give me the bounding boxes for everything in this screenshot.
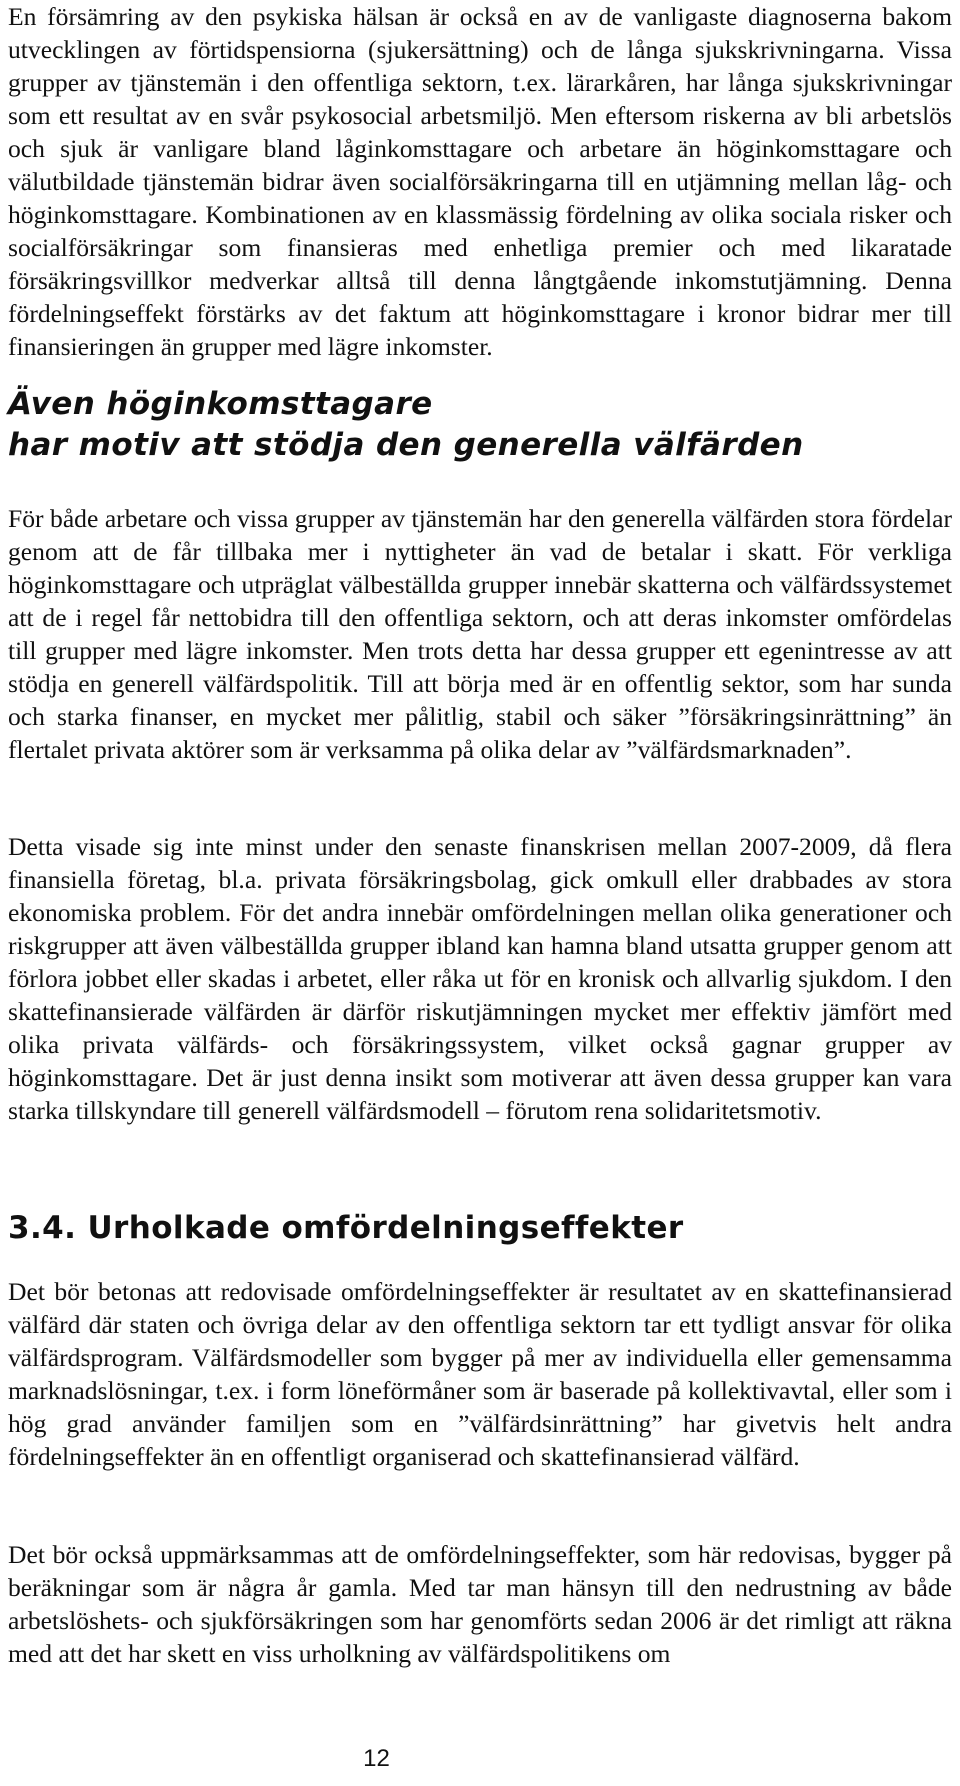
section-heading-1-line-2: har motiv att stödja den generella välfärden bbox=[8, 427, 804, 463]
page-number: 12 bbox=[363, 1745, 390, 1772]
section-heading-2: 3.4. Urholkade omfördelningseffekter bbox=[8, 1210, 684, 1246]
intro-paragraph: En försämring av den psykiska hälsan är också en av de vanligaste diagnoserna bakom utvecklingen av förtidspensiorna (sjukersättning) och de långa sjukskrivningarna. Vissa grupper av tjänstemän i den offentliga sektorn, t.ex. lärarkåren, har långa sjukskrivningar som ett resultat av en svår psykosocial arbetsmiljö. Men eftersom riskerna av bli arbetslös och sjuk är vanligare bland låginkomsttagare och arbetare än höginkomsttagare och välutbildade tjänstemän bidrar även socialförsäkringarna till en utjämning mellan låg- och höginkomsttagare. Kombinationen av en klassmässig fördelning av olika sociala risker och socialförsäkringar som finansieras med enhetliga premier och med likaratade försäkringsvillkor medverkar alltså till denna långtgående inkomstutjämning. Denna fördelningseffekt förstärks av det faktum att höginkomsttagare i kronor bidrar mer till finansieringen än grupper med lägre inkomster. bbox=[8, 2, 952, 361]
section-1-paragraph-2: Detta visade sig inte minst under den senaste finanskrisen mellan 2007-2009, då flera finansiella företag, bl.a. privata försäkringsbolag, gick omkull eller drabbades av stora ekonomiska problem. För det andra innebär omfördelningen mellan olika generationer och riskgrupper att även välbeställda grupper ibland kan hamna bland utsatta grupper genom att förlora jobbet eller skadas i arbetet, eller råka ut för en kronisk och allvarlig sjukdom. I den skattefinansierade välfärden är därför riskutjämningen mycket mer effektiv jämfört med olika privata välfärds- och försäkringssystem, vilket också gagnar grupper av höginkomsttagare. Det är just denna insikt som motiverar att även dessa grupper kan vara starka tillskyndare till generell välfärdsmodell – förutom rena solidaritetsmotiv. bbox=[8, 832, 952, 1125]
section-2-paragraph-1: Det bör betonas att redovisade omfördelningseffekter är resultatet av en skattefinansierad välfärd där staten och övriga delar av den offentliga sektorn tar ett tydligt ansvar för olika välfärdsprogram. Välfärdsmodeller som bygger på mer av individuella eller gemensamma marknadslösningar, t.ex. i form löneförmåner som är baserade på kollektivavtal, eller som i hög grad använder familjen som en ”välfärdsinrättning” har givetvis helt andra fördelningseffekter än en offentligt organiserad och skattefinansierad välfärd. bbox=[8, 1277, 952, 1471]
section-1-paragraph-1: För både arbetare och vissa grupper av tjänstemän har den generella välfärden stora fördelar genom att de får tillbaka mer i nyttigheter än vad de betalar i skatt. För verkliga höginkomsttagare och utpräglat välbeställda grupper innebär skatterna och välfärdssystemet att de i regel får nettobidra till den offentliga sektorn, och att deras inkomster omfördelas till grupper med lägre inkomster. Men trots detta har dessa grupper ett egenintresse av att stödja en generell välfärdspolitik. Till att börja med är en offentlig sektor, som har sunda och starka finanser, en mycket mer pålitlig, stabil och säker ”försäkringsinrättning” än flertalet privata aktörer som är verksamma på olika delar av ”välfärdsmarknaden”. bbox=[8, 504, 952, 764]
section-heading-1 bbox=[8, 384, 952, 466]
section-2-paragraph-2: Det bör också uppmärksammas att de omfördelningseffekter, som här redovisas, bygger på beräkningar som är några år gamla. Med tar man hänsyn till den nedrustning av både arbetslöshets- och sjukförsäkringen som har genomförts sedan 2006 är det rimligt att räkna med att det har skett en viss urholkning av välfärdspolitikens om bbox=[8, 1540, 952, 1668]
section-heading-1-line-1: Även höginkomsttagare bbox=[8, 386, 433, 422]
